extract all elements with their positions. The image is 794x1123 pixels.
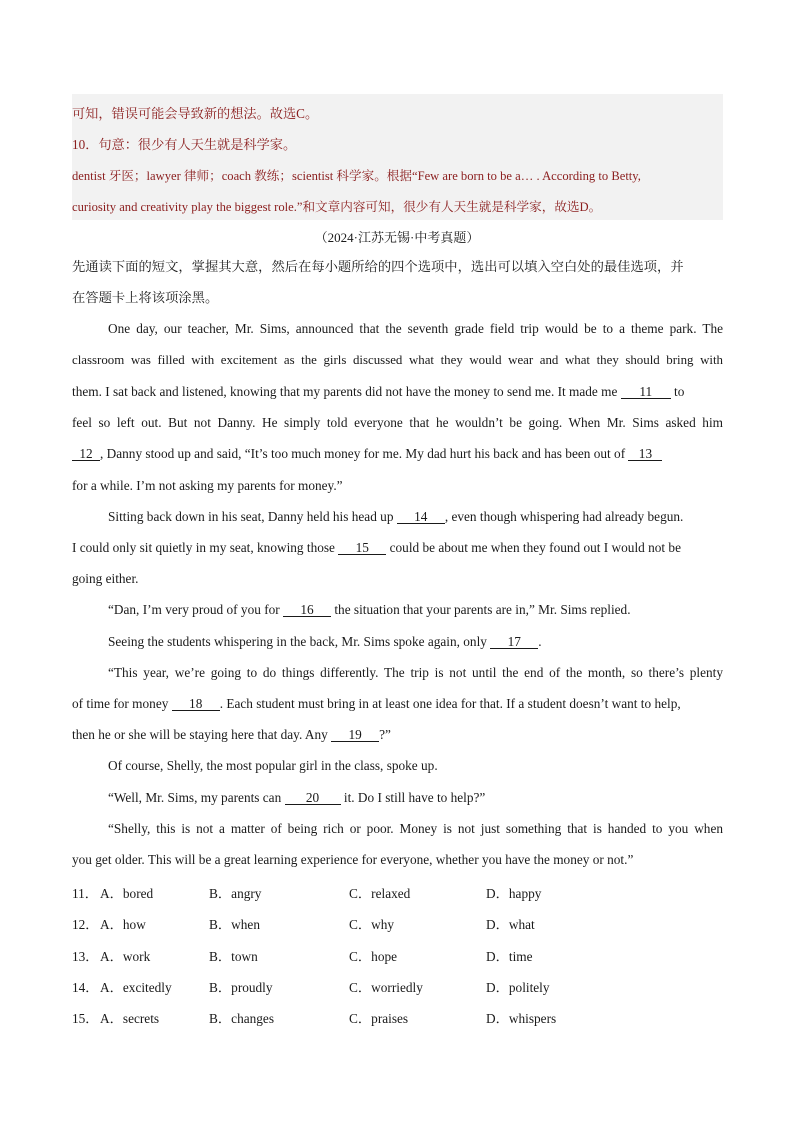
option-b[interactable]: B．changes xyxy=(209,1011,274,1026)
blank-14: 14 xyxy=(397,510,445,524)
passage-line: One day, our teacher, Mr. Sims, announced that the seventh grade field trip would be to a theme park. The xyxy=(108,321,723,336)
option-b[interactable]: B．town xyxy=(209,949,258,964)
option-b[interactable]: B．angry xyxy=(209,886,262,901)
passage-line: “Shelly, this is not a matter of being rich or poor. Money is not just something that is handed to you when xyxy=(108,821,723,836)
option-c[interactable]: C．worriedly xyxy=(349,980,423,995)
passage-line: you get older. This will be a great learning experience for everyone, whether you have the money or not.” xyxy=(72,852,634,867)
blank-12: 12 xyxy=(72,447,100,461)
option-d[interactable]: D．time xyxy=(486,949,533,964)
instruction-text: 先通读下面的短文，掌握其大意，然后在每小题所给的四个选项中，选出可以填入空白处的最佳选项，并 xyxy=(72,259,684,274)
option-a[interactable]: A．how xyxy=(100,917,146,932)
option-c[interactable]: C．relaxed xyxy=(349,886,411,901)
option-a[interactable]: A．secrets xyxy=(100,1011,160,1026)
option-d[interactable]: D．whispers xyxy=(486,1011,557,1026)
blank-16: 16 xyxy=(283,603,331,617)
question-number: 15． xyxy=(72,1011,99,1026)
passage-line: Of course, Shelly, the most popular girl in the class, spoke up. xyxy=(108,758,438,773)
instruction-text: 在答题卡上将该项涂黑。 xyxy=(72,290,219,305)
blank-18: 18 xyxy=(172,697,220,711)
blank-13: 13 xyxy=(628,447,662,461)
blank-19: 19 xyxy=(331,728,379,742)
option-d[interactable]: D．politely xyxy=(486,980,550,995)
passage-line: “This year, we’re going to do things differently. The trip is not until the end of the month, so there’s plenty xyxy=(108,665,723,680)
answer-line: 可知，错误可能会导致新的想法。故选C。 xyxy=(72,106,319,121)
question-number: 14． xyxy=(72,980,99,995)
answer-line: curiosity and creativity play the biggest role.”和文章内容可知，很少有人天生就是科学家，故选D。 xyxy=(72,200,602,214)
passage-line: classroom was filled with excitement as the girls discussed what they would wear and what they should bring with xyxy=(72,353,723,367)
passage-line: “Dan, I’m very proud of you for 16 the situation that your parents are in,” Mr. Sims replied. xyxy=(108,602,631,617)
answer-line: 10．句意：很少有人天生就是科学家。 xyxy=(72,137,297,152)
passage-line: Seeing the students whispering in the back, Mr. Sims spoke again, only 17 . xyxy=(108,634,542,649)
option-a[interactable]: A．bored xyxy=(100,886,154,901)
passage-line: 12 , Danny stood up and said, “It’s too much money for me. My dad hurt his back and has been out of 13 xyxy=(72,446,723,462)
option-a[interactable]: A．work xyxy=(100,949,151,964)
question-number: 13． xyxy=(72,949,99,964)
question-source: （2024·江苏无锡·中考真题） xyxy=(314,230,480,245)
passage-line: for a while. I’m not asking my parents for money.” xyxy=(72,478,343,493)
passage-line: Sitting back down in his seat, Danny held his head up 14 , even though whispering had already begun. xyxy=(108,509,684,524)
option-d[interactable]: D．what xyxy=(486,917,535,932)
answer-line: dentist 牙医；lawyer 律师；coach 教练；scientist 科学家。根据“Few are born to be a… . According to Betty, xyxy=(72,169,641,183)
blank-17: 17 xyxy=(490,635,538,649)
question-number: 11． xyxy=(72,886,99,901)
option-d[interactable]: D．happy xyxy=(486,886,542,901)
option-b[interactable]: B．when xyxy=(209,917,260,932)
option-c[interactable]: C．hope xyxy=(349,949,398,964)
passage-line: of time for money 18 . Each student must bring in at least one idea for that. If a student doesn’t want to help, xyxy=(72,696,681,711)
passage-line: I could only sit quietly in my seat, knowing those 15 could be about me when they found out I would not be xyxy=(72,540,681,555)
option-c[interactable]: C．why xyxy=(349,917,395,932)
passage-line: them. I sat back and listened, knowing that my parents did not have the money to send me. It made me 11 to xyxy=(72,384,685,399)
option-c[interactable]: C．praises xyxy=(349,1011,409,1026)
blank-15: 15 xyxy=(338,541,386,555)
option-b[interactable]: B．proudly xyxy=(209,980,273,995)
passage-line: “Well, Mr. Sims, my parents can 20 it. Do I still have to help?” xyxy=(108,790,486,805)
blank-20: 20 xyxy=(285,791,341,805)
passage-line: feel so left out. But not Danny. He simply told everyone that he wouldn’t be going. When Mr. Sims asked him xyxy=(72,415,723,430)
question-number: 12． xyxy=(72,917,99,932)
blank-11: 11 xyxy=(621,385,671,399)
option-a[interactable]: A．excitedly xyxy=(100,980,172,995)
passage-line: going either. xyxy=(72,571,139,586)
passage-line: then he or she will be staying here that day. Any 19 ?” xyxy=(72,727,391,742)
